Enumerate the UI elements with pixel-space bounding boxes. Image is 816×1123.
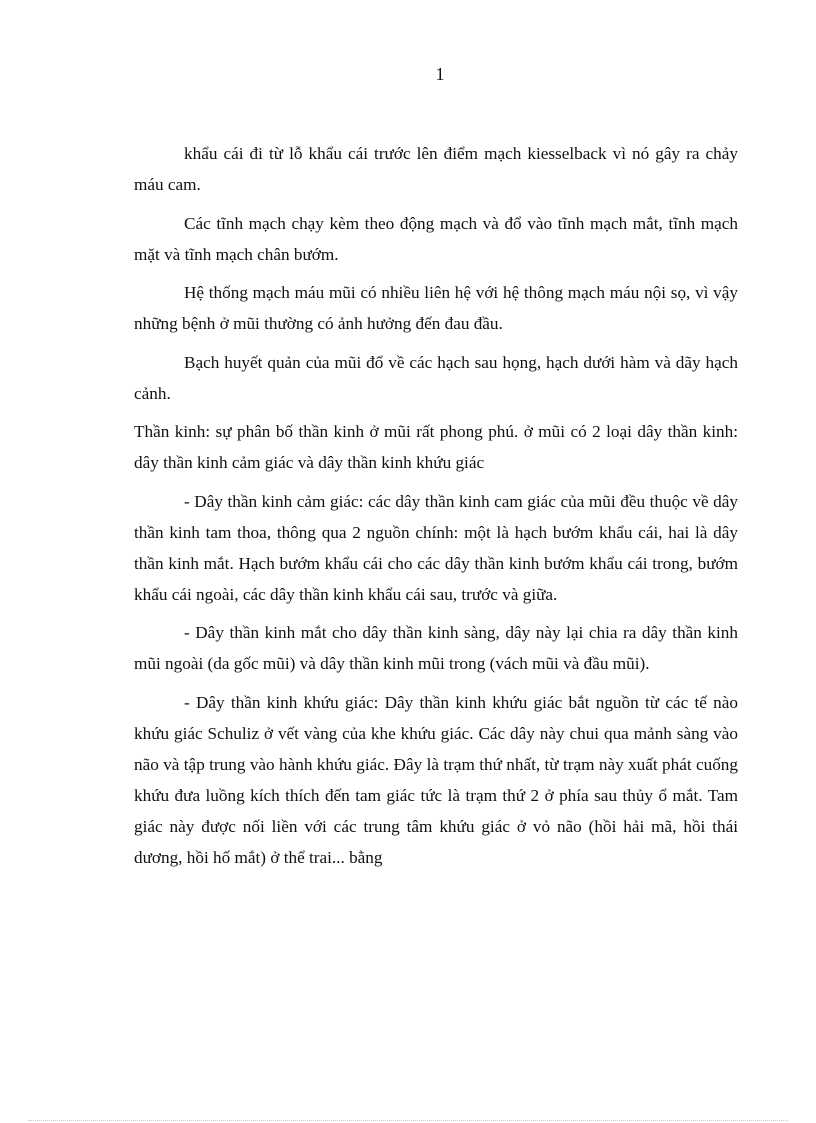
page-bottom-divider bbox=[28, 1120, 788, 1121]
paragraph-1: khẩu cái đi từ lỗ khẩu cái trước lên điểm mạch kiesselback vì nó gây ra chảy máu cam. bbox=[134, 144, 738, 194]
body-text bbox=[134, 138, 738, 880]
paragraph-2: Các tĩnh mạch chạy kèm theo động mạch và đổ vào tĩnh mạch mắt, tĩnh mạch mặt và tĩnh mạch chân bướm. bbox=[134, 213, 738, 264]
paragraph-7: - Dây thần kinh mắt cho dây thần kinh sàng, dây này lại chia ra dây thần kinh mũi ngoài (da gốc mũi) và dây thần kinh mũi trong (vách mũi và đầu mũi). bbox=[134, 623, 738, 673]
paragraph-6: - Dây thần kinh cảm giác: các dây thần kinh cam giác của mũi đều thuộc về dây thần kinh tam thoa, thông qua 2 nguồn chính: một là hạch bướm khẩu cái, hai là dây thần kinh mắt. Hạch bướm khẩu cái cho các dây thần kinh bướm khẩu cái trong, bướm khẩu cái ngoài, các dây thần kinh khẩu cái sau, trước và giữa. bbox=[134, 491, 738, 604]
paragraph-8: - Dây thần kinh khứu giác: Dây thần kinh khứu giác bắt nguồn từ các tế nào khứu giác Schuliz ở vết vàng của khe khứu giác. Các dây này chui qua mảnh sàng vào não và tập trung vào hành khứu giác. Đây là trạm thứ nhất, từ trạm này xuất phát cuống khứu đưa luồng kích thích đến tam giác tức là trạm thứ 2 ở phía sau thủy ổ mắt. Tam giác này được nối liền với các trung tâm khứu giác ở vỏ não (hồi hải mã, hồi thái dương, hồi hố mắt) ở thể trai... bằng bbox=[134, 692, 738, 867]
paragraph-4: Bạch huyết quản của mũi đổ về các hạch sau họng, hạch dưới hàm và dãy hạch cảnh. bbox=[134, 352, 738, 403]
paragraph-5: Thần kinh: sự phân bố thần kinh ở mũi rất phong phú. ở mũi có 2 loại dây thần kinh: dây thần kinh cảm giác và dây thần kinh khứu giác bbox=[134, 422, 738, 472]
paragraph-3: Hệ thống mạch máu mũi có nhiều liên hệ với hệ thông mạch máu nội sọ, vì vậy những bệnh ở mũi thường có ảnh hưởng đến đau đầu. bbox=[134, 283, 738, 333]
page-number: 1 bbox=[435, 64, 445, 84]
